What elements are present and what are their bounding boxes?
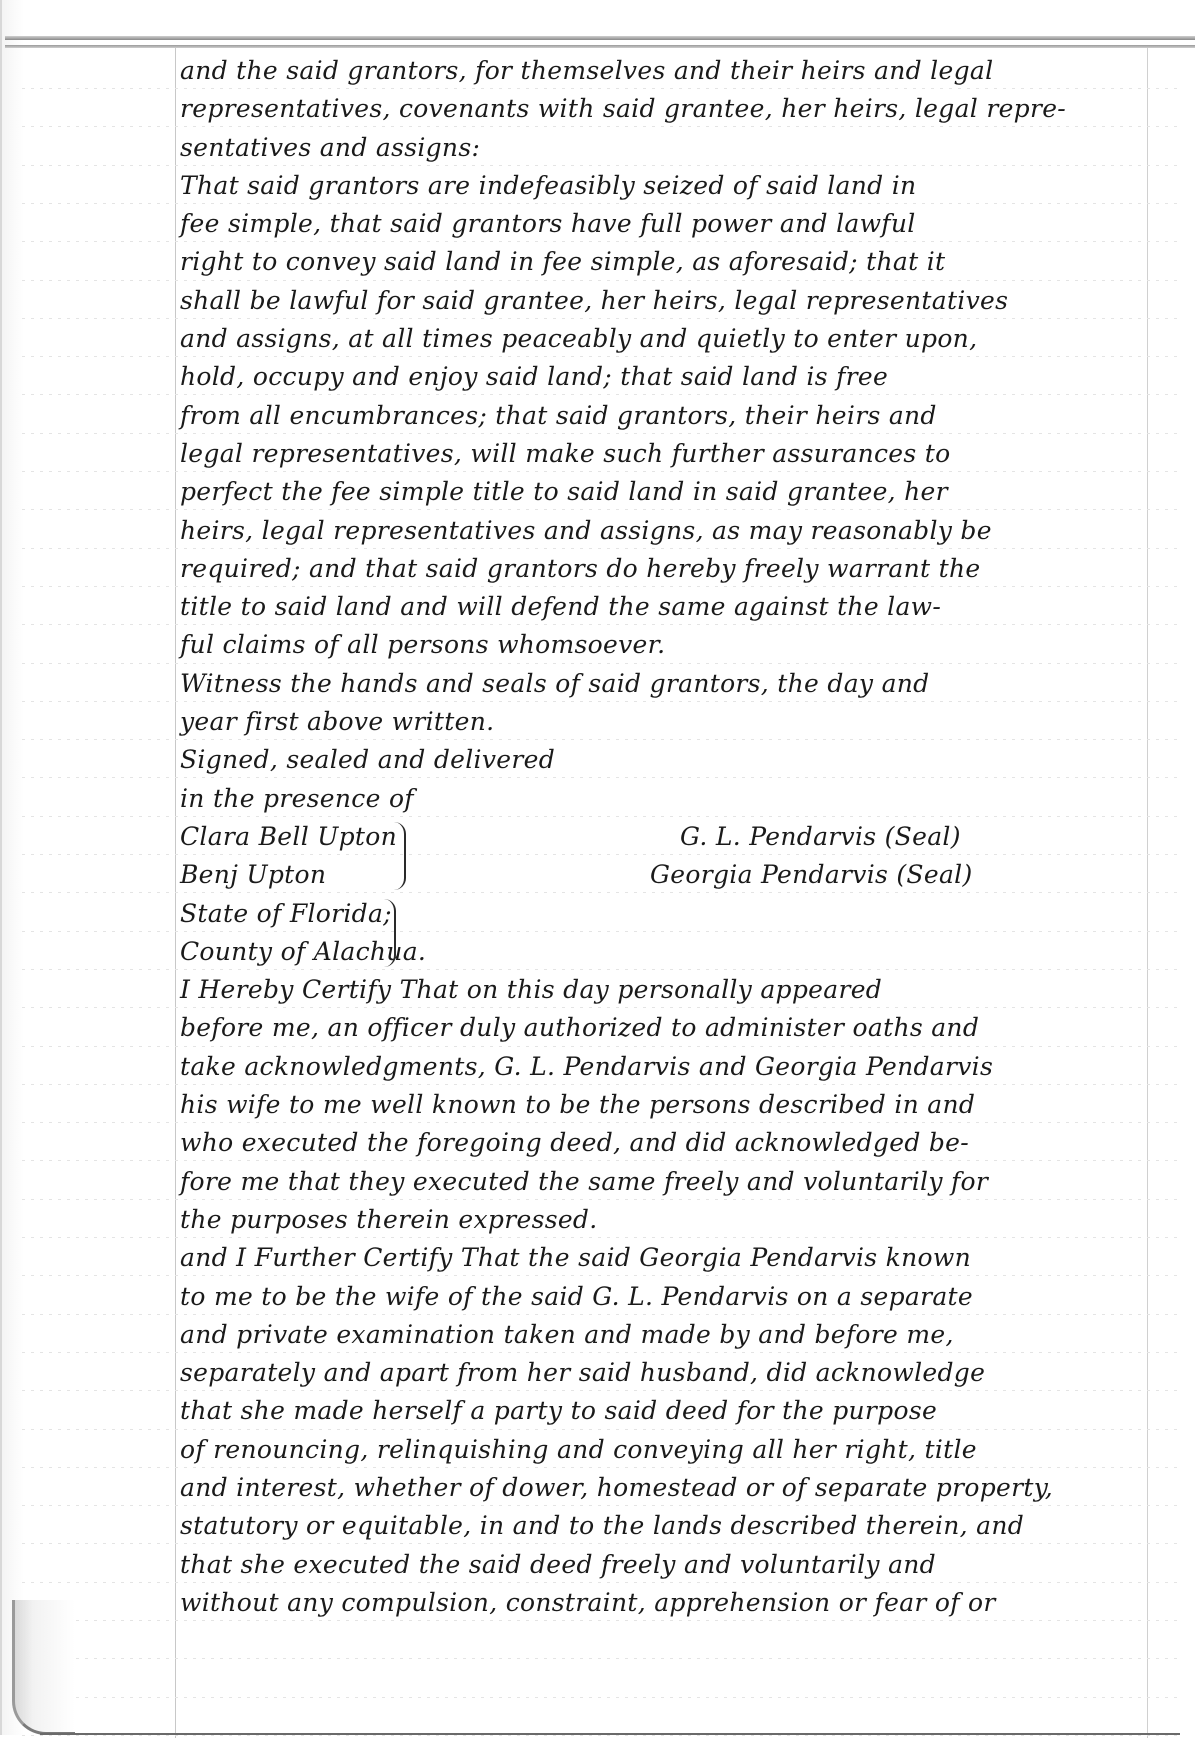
top-rule-secondary [5, 45, 1195, 48]
text-line: without any compulsion, constraint, apprehension or fear of or [180, 1587, 996, 1617]
text-line: before me, an officer duly authorized to administer oaths and [180, 1013, 980, 1043]
venue-county: County of Alachua. [180, 936, 427, 966]
text-line: legal representatives, will make such further assurances to [180, 438, 951, 468]
acknowledgment-section [180, 971, 1150, 1239]
text-line: from all encumbrances; that said grantors, their heirs and [180, 400, 937, 430]
text-line: and assigns, at all times peaceably and quietly to enter upon, [180, 324, 978, 354]
text-line: take acknowledgments, G. L. Pendarvis and Georgia Pendarvis [180, 1051, 994, 1081]
signature-row [180, 818, 1150, 856]
top-rule [5, 36, 1195, 40]
ruled-line [22, 1697, 1182, 1698]
text-line: fee simple, that said grantors have full power and lawful [180, 209, 916, 239]
witness-brace [390, 822, 406, 890]
text-line: Witness the hands and seals of said grantors, the day and [180, 668, 930, 698]
text-line: the purposes therein expressed. [180, 1204, 598, 1234]
text-line: perfect the fee simple title to said land in said grantee, her [180, 477, 948, 507]
text-line: separately and apart from her said husband, did acknowledge [180, 1358, 986, 1388]
text-line: title to said land and will defend the same against the law- [180, 592, 942, 622]
venue-brace [380, 899, 396, 967]
text-line: hold, occupy and enjoy said land; that said land is free [180, 362, 889, 392]
text-line: and private examination taken and made by and before me, [180, 1319, 954, 1349]
text-line: his wife to me well known to be the persons described in and [180, 1090, 976, 1120]
text-line: heirs, legal representatives and assigns, as may reasonably be [180, 515, 992, 545]
grantor-name: G. L. Pendarvis [680, 821, 877, 851]
text-line: that she made herself a party to said deed for the purpose [180, 1396, 938, 1426]
venue-state: State of Florida; [180, 898, 392, 928]
bottom-edge-rule [40, 1733, 1180, 1735]
ruled-line [22, 1658, 1182, 1659]
text-line: year first above written. [180, 707, 495, 737]
witness-signature: Clara Bell Upton [180, 821, 398, 851]
witness-signature: Benj Upton [180, 860, 327, 890]
text-line: statutory or equitable, in and to the lands described therein, and [180, 1511, 1025, 1541]
text-line: ful claims of all persons whomsoever. [180, 630, 666, 660]
text-line: who executed the foregoing deed, and did acknowledged be- [180, 1128, 970, 1158]
grantor-name: Georgia Pendarvis [650, 860, 889, 890]
handwritten-text [180, 52, 1150, 1622]
signature-row [180, 856, 1150, 894]
venue-block [180, 895, 1150, 972]
text-line: I Hereby Certify That on this day personally appeared [180, 975, 883, 1005]
text-line: fore me that they executed the same freely and voluntarily for [180, 1166, 989, 1196]
text-line: to me to be the wife of the said G. L. Pendarvis on a separate [180, 1281, 973, 1311]
seal-mark: (Seal) [884, 821, 961, 851]
seal-mark: (Seal) [896, 860, 973, 890]
text-line: right to convey said land in fee simple, as aforesaid; that it [180, 247, 946, 277]
text-line: Signed, sealed and delivered [180, 745, 556, 775]
witness-clause [180, 665, 1150, 818]
text-line: and interest, whether of dower, homestead or of separate property, [180, 1472, 1054, 1502]
covenants-section [180, 52, 1150, 665]
text-line: of renouncing, relinquishing and conveying all her right, title [180, 1434, 977, 1464]
text-line: representatives, covenants with said grantee, her heirs, legal repre- [180, 94, 1067, 124]
grantor-signature [680, 818, 961, 856]
further-certification-section [180, 1239, 1150, 1622]
text-line: and the said grantors, for themselves and their heirs and legal [180, 56, 994, 85]
text-line: sentatives and assigns: [180, 132, 481, 162]
text-line: that she executed the said deed freely and voluntarily and [180, 1549, 936, 1579]
text-line: That said grantors are indefeasibly seized of said land in [180, 170, 917, 200]
ruled-line [22, 1735, 1182, 1736]
grantor-signature [650, 856, 973, 894]
text-line: and I Further Certify That the said Georgia Pendarvis known [180, 1243, 971, 1273]
text-line: shall be lawful for said grantee, her heirs, legal representatives [180, 285, 1009, 315]
page-corner-curl [12, 1600, 75, 1735]
scan-left-edge [0, 0, 24, 1735]
signature-block [180, 818, 1150, 895]
text-line: in the presence of [180, 783, 414, 813]
text-line: required; and that said grantors do hereby freely warrant the [180, 553, 981, 583]
